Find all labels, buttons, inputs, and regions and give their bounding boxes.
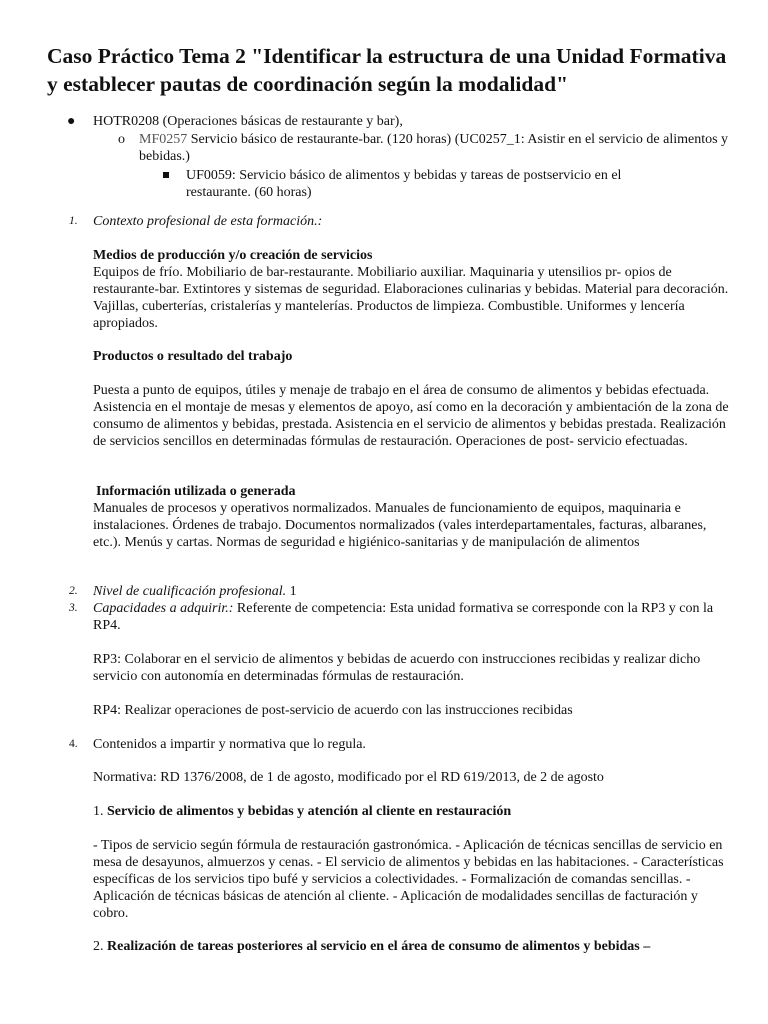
section-3-heading: Capacidades a adquirir.: [93,601,234,616]
rp3-text: RP3: Colaborar en el servicio de alimentos y bebidas de acuerdo con instrucciones recibidas y realizar dicho servicio con autonomía en determinadas fórmulas de restauración. [93,652,701,684]
unit-line: UF0059: Servicio básico de alimentos y bebidas y tareas de postservicio en el restaurante. (60 horas) [186,168,622,200]
content-2-title-line [93,938,733,955]
section-1-number: 1. [69,215,78,227]
section-4-heading: Contenidos a impartir y normativa que lo regula. [93,737,366,752]
content-2-title: Realización de tareas posteriores al servicio en el área de consumo de alimentos y bebidas – [107,939,651,954]
module-code: MF0257 [139,132,188,147]
productos-title: Productos o resultado del trabajo [93,349,293,364]
section-3-line [93,600,733,634]
section-1-heading: Contexto profesional de esta formación.: [93,214,323,229]
content-1-text: - Tipos de servicio según fórmula de restauración gastronómica. - Aplicación de técnicas sencillas de servicio en mesa de desayunos, almuerzos y cenas. - El servicio de alimentos y bebidas en las habitaciones. - Características específicas de los servicios tipo bufé y servicios a colectividades. - Formalización de comandas sencillas. - Aplicación de técnicas básicas de atención al cliente. - Aplicación de modalidades sencillas de facturación y cobro. [93,838,724,921]
section-2-heading: Nivel de cualificación profesional. [93,584,287,599]
content-1-number: 1. [93,804,107,819]
section-2-number: 2. [69,585,78,597]
qualification-line: HOTR0208 (Operaciones básicas de restaurante y bar), [93,114,403,129]
bullet-square-icon [163,172,169,178]
module-line [139,131,729,165]
info-title: Información utilizada o generada [96,484,296,499]
info-text: Manuales de procesos y operativos normalizados. Manuales de funcionamiento de equipos, maquinaria e instalaciones. Órdenes de trabajo. Documentos normalizados (vales interdepartamentales, facturas, albaranes, etc.). Menús y cartas. Normas de seguridad e higiénico-sanitarias y de manipulación de alimentos [93,501,707,550]
content-1-title: Servicio de alimentos y bebidas y atención al cliente en restauración [107,804,512,819]
section-2-value: 1 [286,584,297,599]
module-description: Servicio básico de restaurante-bar. (120 horas) (UC0257_1: Asistir en el servicio de alimentos y bebidas.) [139,132,729,164]
content-2-number: 2. [93,939,107,954]
medios-text: Equipos de frío. Mobiliario de bar-restaurante. Mobiliario auxiliar. Maquinaria y utensilios pr- opios de restaurante-bar. Extintores y sistemas de seguridad. Elaboraciones culinarias y bebidas. Material para decoración. Vajillas, cuberterías, cristalerías y mantelerías. Productos de limpieza. Combustible. Uniformes y lencería apropiados. [93,265,729,331]
bullet-disc-icon: ● [67,114,76,129]
content-1-title-line [93,803,733,820]
medios-title: Medios de producción y/o creación de servicios [93,248,373,263]
normativa-text: Normativa: RD 1376/2008, de 1 de agosto, modificado por el RD 619/2013, de 2 de agosto [93,770,604,785]
document-title: Caso Práctico Tema 2 "Identificar la estructura de una Unidad Formativa y establecer pautas de coordinación según la modalidad" [47,44,727,96]
section-4-number: 4. [69,738,78,750]
productos-text: Puesta a punto de equipos, útiles y menaje de trabajo en el área de consumo de alimentos y bebidas efectuada. Asistencia en el montaje de mesas y elementos de apoyo, así como en la decoración y ambientación de la zona de consumo de alimentos y bebidas, prestada. Asistencia en el servicio de alimentos y bebidas prestada. Realización de servicios sencillos en determinadas fórmulas de restauración. Operaciones de post- servicio efectuadas. [93,383,729,449]
section-2-line [93,583,733,600]
bullet-circle-icon: o [118,132,125,147]
rp4-text: RP4: Realizar operaciones de post-servicio de acuerdo con las instrucciones recibidas [93,703,573,718]
section-3-text: Referente de competencia: Esta unidad formativa se corresponde con la RP3 y con la RP4. [93,601,714,633]
section-3-number: 3. [69,602,78,614]
